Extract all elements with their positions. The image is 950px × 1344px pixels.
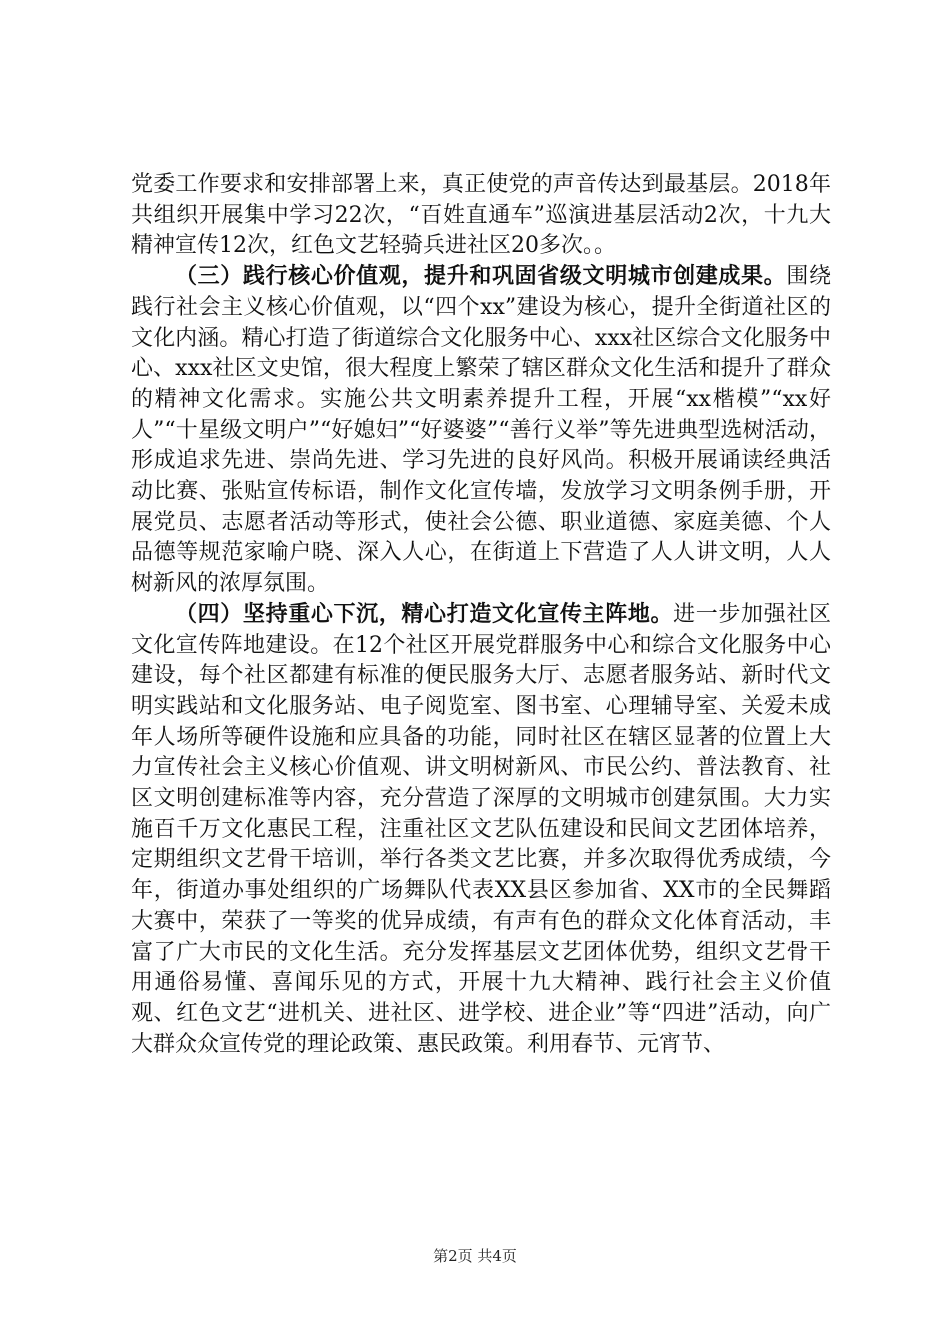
paragraph-text: 党委工作要求和安排部署上来，真正使党的声音传达到最基层。2018年共组织开展集中学习22次，“百姓直通车”巡演进基层活动2次，十九大精神宣传12次，红色文艺轻骑兵进社区20多次。。 xyxy=(131,172,831,259)
paragraph-section-4 xyxy=(131,600,831,1061)
paragraph-continuation xyxy=(131,170,831,262)
body-text xyxy=(131,170,831,1060)
paragraph-text: 围绕践行社会主义核心价值观，以“四个xx”建设为核心，提升全街道社区的文化内涵。精心打造了街道综合文化服务中心、xxx社区综合文化服务中心、xxx社区文史馆，很大程度上繁荣了辖区群众文化生活和提升了群众的精神文化需求。实施公共文明素养提升工程，开展“xx楷模”“xx好人”“十星级文明户”“好媳妇”“好婆婆”“善行义举”等先进典型选树活动，形成追求先进、崇尚先进、学习先进的良好风尚。积极开展诵读经典活动比赛、张贴宣传标语，制作文化宣传墙，发放学习文明条例手册，开展党员、志愿者活动等形式，使社会公德、职业道德、家庭美德、个人品德等规范家喻户晓、深入人心，在街道上下营造了人人讲文明，人人树新风的浓厚氛围。 xyxy=(131,264,831,597)
page-footer xyxy=(0,1245,950,1266)
section-heading: （四）坚持重心下沉，精心打造文化宣传主阵地。 xyxy=(175,601,674,627)
paragraph-text: 进一步加强社区文化宣传阵地建设。在12个社区开展党群服务中心和综合文化服务中心建设，每个社区都建有标准的便民服务大厅、志愿者服务站、新时代文明实践站和文化服务站、电子阅览室、图书室、心理辅导室、关爱未成年人场所等硬件设施和应具备的功能，同时社区在辖区显著的位置上大力宣传社会主义核心价值观、讲文明树新风、市民公约、普法教育、社区文明创建标准等内容，充分营造了深厚的文明城市创建氛围。大力实施百千万文化惠民工程，注重社区文艺队伍建设和民间文艺团体培养，定期组织文艺骨干培训，举行各类文艺比赛，并多次取得优秀成绩，今年，街道办事处组织的广场舞队代表XX县区参加省、XX市的全民舞蹈大赛中，荣获了一等奖的优异成绩，有声有色的群众文化体育活动，丰富了广大市民的文化生活。充分发挥基层文艺团体优势，组织文艺骨干用通俗易懂、喜闻乐见的方式，开展十九大精神、践行社会主义价值观、红色文艺“进机关、进社区、进学校、进企业”等“四进”活动，向广大群众众宣传党的理论政策、惠民政策。利用春节、元宵节、 xyxy=(131,601,831,1057)
section-heading: （三）践行核心价值观，提升和巩固省级文明城市创建成果。 xyxy=(175,264,787,290)
paragraph-section-3 xyxy=(131,262,831,600)
page-number: 第2页 共4页 xyxy=(433,1247,517,1265)
